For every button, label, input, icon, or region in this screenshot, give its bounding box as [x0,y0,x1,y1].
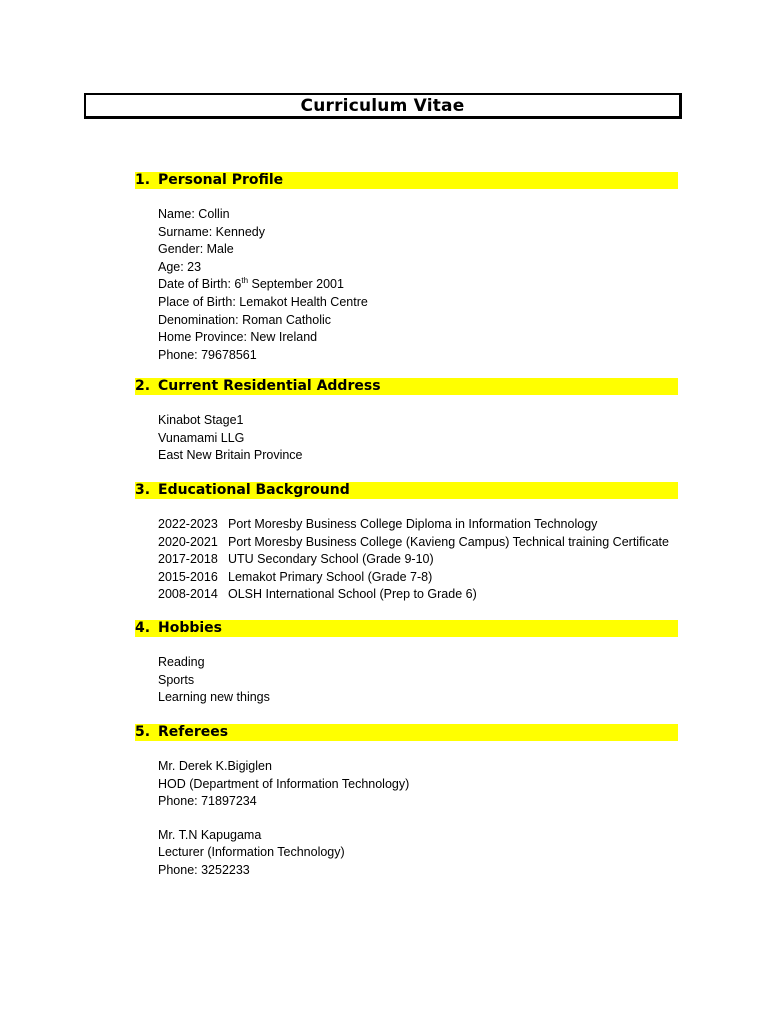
education-entry [158,586,678,604]
education-years: 2015-2016 [158,569,218,584]
education-detail: OLSH International School (Prep to Grade 6) [228,587,477,602]
address-line: East New Britain Province [158,448,303,463]
referee-phone: Phone: 3252233 [158,862,250,877]
profile-phone: Phone: 79678561 [158,347,257,362]
section-heading-bar [135,482,678,499]
dob-ordinal-suffix: th [241,276,249,286]
education-years: 2017-2018 [158,552,218,567]
profile-age: Age: 23 [158,259,202,274]
referee-name: Mr. Derek K.Bigiglen [158,759,272,773]
section-body [135,206,678,364]
section-referees [135,724,678,880]
section-heading-bar [135,378,678,395]
referee-role: Lecturer (Information Technology) [158,845,345,860]
education-years: 2022-2023 [158,517,218,531]
section-number: 3. [135,482,151,498]
education-detail: Port Moresby Business College Diploma in Information Technology [228,517,598,531]
section-residential-address [135,378,678,465]
section-title: Referees [158,724,229,740]
section-heading-bar [135,724,678,741]
education-years: 2020-2021 [158,534,218,549]
section-body [135,758,678,880]
section-body [135,654,678,707]
section-heading-bar [135,620,678,637]
section-personal-profile [135,172,678,364]
education-entry [158,569,678,587]
referee-phone: Phone: 71897234 [158,794,257,809]
section-number: 1. [135,172,151,188]
dob-suffix: September 2001 [248,277,344,292]
hobby-item: Sports [158,672,195,687]
section-body [135,516,678,604]
referee-name: Mr. T.N Kapugama [158,827,262,842]
section-educational-background [135,482,678,604]
section-title: Personal Profile [158,172,284,188]
section-number: 5. [135,724,151,740]
education-entry [158,534,678,552]
section-hobbies [135,620,678,707]
profile-place-of-birth: Place of Birth: Lemakot Health Centre [158,294,368,309]
referee-spacer [158,811,678,827]
education-detail: Port Moresby Business College (Kavieng Campus) Technical training Certificate [228,534,669,549]
section-heading-bar [135,172,678,189]
education-detail: UTU Secondary School (Grade 9-10) [228,552,434,567]
profile-home-province: Home Province: New Ireland [158,330,318,345]
section-title: Current Residential Address [158,378,381,394]
education-years: 2008-2014 [158,587,218,602]
profile-denomination: Denomination: Roman Catholic [158,312,332,327]
section-body [135,412,678,465]
dob-prefix: Date of Birth: 6 [158,277,242,292]
address-line: Vunamami LLG [158,430,245,445]
profile-name: Name: Collin [158,207,230,221]
address-line: Kinabot Stage1 [158,413,244,427]
title-box [84,93,682,119]
hobby-item: Learning new things [158,690,270,705]
section-title: Hobbies [158,620,223,636]
education-detail: Lemakot Primary School (Grade 7-8) [228,569,433,584]
profile-gender: Gender: Male [158,242,234,257]
education-entry [158,551,678,569]
document-title: Curriculum Vitae [300,96,465,116]
referee-role: HOD (Department of Information Technology) [158,776,410,791]
education-entry [158,516,678,534]
section-number: 4. [135,620,151,636]
section-number: 2. [135,378,151,394]
profile-surname: Surname: Kennedy [158,224,266,239]
profile-date-of-birth [158,276,678,294]
section-title: Educational Background [158,482,350,498]
hobby-item: Reading [158,655,205,669]
